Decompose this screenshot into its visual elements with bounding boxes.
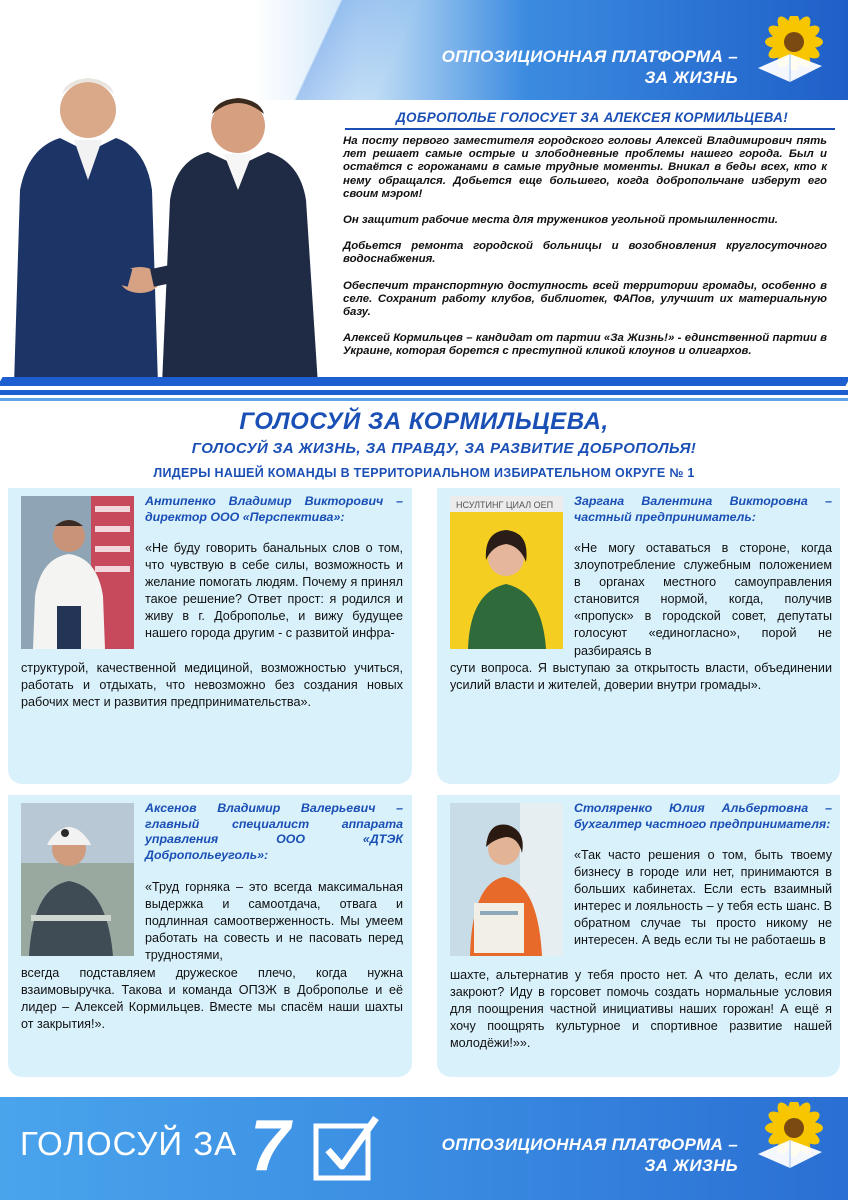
decorative-stripe [0,398,848,401]
party-name-line1: ОППОЗИЦИОННАЯ ПЛАТФОРМА – [441,1135,738,1154]
party-name-header [442,46,738,88]
member-quote-continued: шахте, альтернатив у тебя просто нет. А что делать, если их закроют? Иду в горсовет помочь создать нормальные условия для поощрения частной инициативы наших горожан! А ещё я хочу поощрять культурное и спортивное развитие нашей молодёжи!»». [450,968,832,1051]
right-candidate-figure [162,98,318,385]
candidates-photo [0,40,340,385]
intro-paragraph: На посту первого заместителя городского головы Алексей Владимирович пять лет решает самые острые и злободневные проблемы нашего города. Был и остаётся с горожанами в самые трудные моменты. Вникал в беды всех, кто к нему обращался. Добьется еще большего, когда добропольчане изберут его своим мэром! [343,135,827,200]
member-photo [450,803,563,956]
member-name-title: Заргана Валентина Викторовна – частный предприниматель: [574,494,832,524]
member-quote-continued: сути вопроса. Я выступаю за открытость власти, объединении усилий власти и жителей, доверии внутри громады». [450,661,832,693]
member-quote: «Труд горняка – это всегда максимальная выдержка и самоотдача, отвага и подлинная самоотверженность. Мы умеем работать на совесть и не пасовать перед трудностями, [145,880,403,963]
intro-paragraph: Алексей Кормильцев – кандидат от партии «За Жизнь!» - единственной партии в Украине, которая борется с преступной кликой клоунов и олигархов. [343,332,827,358]
member-quote: «Так часто решения о том, быть твоему бизнесу в городе или нет, принимаются в больших кабинетах. Если есть взаимный интерес и лояльность – у тебя есть шанс. В обратном случае ты просто никому не интересен. А ведь если ты не работаешь в [574,848,832,948]
decorative-stripe [0,377,848,386]
sunflower-logo-icon [750,16,830,86]
slogan-line2: ГОЛОСУЙ ЗА ЖИЗНЬ, ЗА ПРАВДУ, ЗА РАЗВИТИЕ ДОБРОПОЛЬЯ! [191,440,697,457]
intro-paragraph: Добьется ремонта городской больницы и возобновления круглосуточного водоснабжения. [343,240,827,266]
sunflower-logo-icon [750,1102,830,1172]
member-name-title: Антипенко Владимир Викторович – директор ООО «Перспектива»: [145,494,403,524]
member-photo [21,496,134,649]
member-name-title: Аксенов Владимир Валерьевич – главный специалист аппарата управления ООО «ДТЭК Добропольеуголь»: [145,801,403,862]
party-name-line2: ЗА ЖИЗНЬ [644,68,738,87]
checkbox-check-icon [312,1112,382,1182]
member-quote-continued: всегда подставляем дружеское плечо, когда нужна взаимовыручка. Такова и команда ОПЗЖ в Доброполье и её лидер – Алексей Кормильцев. Вместе мы спасём наши шахты от закрытия!». [21,966,403,1032]
ballot-number: 7 [250,1106,291,1186]
team-card [8,488,412,784]
headline-divider [345,128,835,130]
party-name-footer [442,1134,738,1176]
member-photo [21,803,134,956]
intro-text [343,135,827,372]
party-name-line2: ЗА ЖИЗНЬ [644,1156,738,1175]
team-card [437,488,840,784]
decorative-stripe [0,390,848,395]
slogan-line1: ГОЛОСУЙ ЗА КОРМИЛЬЦЕВА, [239,408,609,435]
member-quote: «Не могу оставаться в стороне, когда злоупотребление служебным положением в органах местного самоуправления становится нормой, когда, получив «пропуск» в городской совет, депутаты голосуют «единогласно», порой не разбираясь в [574,541,832,658]
intro-paragraph: Он защитит рабочие места для тружеников угольной промышленности. [343,214,778,227]
left-candidate-figure [14,78,158,385]
member-name-title: Столяренко Юлия Альбертовна – бухгалтер частного предпринимателя: [574,801,832,831]
team-subheading: ЛИДЕРЫ НАШЕЙ КОМАНДЫ В ТЕРРИТОРИАЛЬНОМ ИЗБИРАТЕЛЬНОМ ОКРУГЕ № 1 [153,466,695,480]
member-quote: «Не буду говорить банальных слов о том, что чувствую в себе силы, возможность и желание помогать людям. Почему я принял такое решение? Ответ прост: я родился и живу в г. Доброполье, и вижу будущее нашего города другим - с развитой инфра- [145,541,403,641]
member-quote-continued: структурой, качественной медициной, возможностью учиться, работать и отдыхать, что невозможно без создания новых рабочих мест и развития предпринимательства». [21,661,403,710]
headline: ДОБРОПОЛЬЕ ГОЛОСУЕТ ЗА АЛЕКСЕЯ КОРМИЛЬЦЕВА! [396,110,788,125]
team-card [8,795,412,1077]
member-photo [450,496,563,649]
team-card [437,795,840,1077]
photo-caption: НСУЛТИНГ ЦИАЛ ОЕП [456,500,554,510]
vote-call: ГОЛОСУЙ ЗА [20,1125,238,1162]
party-name-line1: ОППОЗИЦИОННАЯ ПЛАТФОРМА – [441,47,738,66]
intro-paragraph: Обеспечит транспортную доступность всей территории громады, особенно в селе. Сохранит работу клубов, библиотек, ФАПов, улучшит их материальную базу. [343,279,827,319]
